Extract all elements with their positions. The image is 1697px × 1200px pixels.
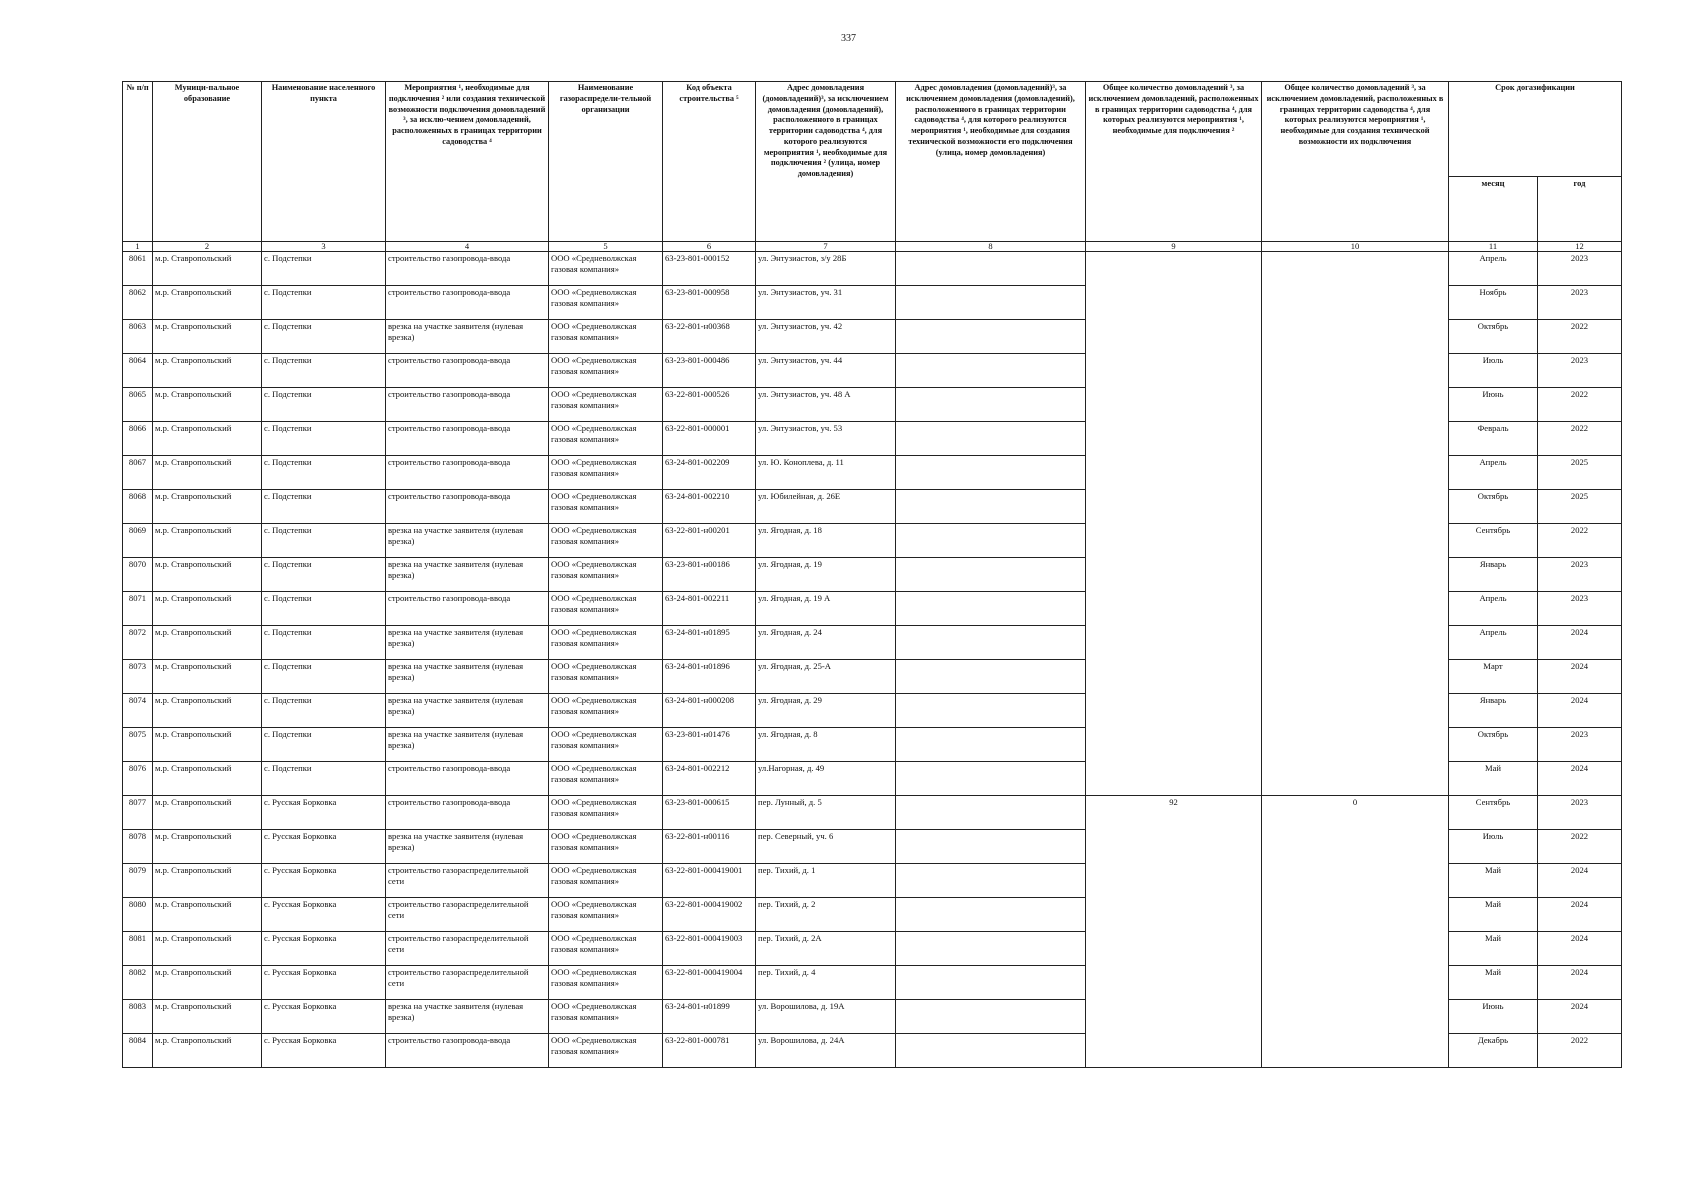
measure-cell: врезка на участке заявителя (нулевая врезка): [386, 626, 549, 660]
column-number: 11: [1449, 242, 1538, 252]
object-code-cell: 63-22-801-н00368: [663, 320, 756, 354]
object-code-cell: 63-22-801-000419003: [663, 932, 756, 966]
measure-cell: строительство газораспределительной сети: [386, 932, 549, 966]
row-number: 8081: [123, 932, 153, 966]
settlement-cell: с. Русская Борковка: [262, 932, 386, 966]
year-cell: 2023: [1538, 286, 1622, 320]
row-number: 8070: [123, 558, 153, 592]
object-code-cell: 63-22-801-000526: [663, 388, 756, 422]
row-number: 8061: [123, 252, 153, 286]
month-cell: Июль: [1449, 830, 1538, 864]
settlement-cell: с. Подстепки: [262, 422, 386, 456]
row-number: 8075: [123, 728, 153, 762]
month-cell: Июнь: [1449, 388, 1538, 422]
technical-address-cell: [896, 762, 1086, 796]
technical-address-cell: [896, 966, 1086, 1000]
address-cell: ул. Ягодная, д. 25-А: [756, 660, 896, 694]
header-num: № п/п: [123, 82, 153, 242]
technical-address-cell: [896, 864, 1086, 898]
year-cell: 2022: [1538, 524, 1622, 558]
row-number: 8078: [123, 830, 153, 864]
table-body: [123, 252, 1622, 1068]
address-cell: ул. Ягодная, д. 8: [756, 728, 896, 762]
municipality-cell: м.р. Ставропольский: [153, 388, 262, 422]
year-cell: 2025: [1538, 456, 1622, 490]
measure-cell: врезка на участке заявителя (нулевая врезка): [386, 1000, 549, 1034]
column-number: 7: [756, 242, 896, 252]
technical-address-cell: [896, 898, 1086, 932]
measure-cell: врезка на участке заявителя (нулевая врезка): [386, 320, 549, 354]
column-number: 3: [262, 242, 386, 252]
measure-cell: врезка на участке заявителя (нулевая врезка): [386, 524, 549, 558]
column-number: 6: [663, 242, 756, 252]
month-cell: Октябрь: [1449, 490, 1538, 524]
object-code-cell: 63-23-801-000615: [663, 796, 756, 830]
year-cell: 2023: [1538, 354, 1622, 388]
technical-address-cell: [896, 694, 1086, 728]
address-cell: пер. Тихий, д. 2А: [756, 932, 896, 966]
row-number: 8073: [123, 660, 153, 694]
address-cell: ул. Энтузиастов, уч. 44: [756, 354, 896, 388]
measure-cell: строительство газопровода-ввода: [386, 456, 549, 490]
organization-cell: ООО «Средневолжская газовая компания»: [549, 966, 663, 1000]
year-cell: 2023: [1538, 252, 1622, 286]
gasification-register-table: [122, 81, 1622, 1068]
settlement-cell: с. Русская Борковка: [262, 966, 386, 1000]
row-number: 8076: [123, 762, 153, 796]
technical-address-cell: [896, 286, 1086, 320]
technical-address-cell: [896, 830, 1086, 864]
object-code-cell: 63-24-801-н000208: [663, 694, 756, 728]
header-month: месяц: [1449, 177, 1538, 242]
organization-cell: ООО «Средневолжская газовая компания»: [549, 932, 663, 966]
settlement-cell: с. Русская Борковка: [262, 898, 386, 932]
year-cell: 2023: [1538, 728, 1622, 762]
row-number: 8072: [123, 626, 153, 660]
header-organization: Наименование газораспредели-тельной организации: [549, 82, 663, 242]
technical-address-cell: [896, 422, 1086, 456]
row-number: 8062: [123, 286, 153, 320]
object-code-cell: 63-22-801-000419004: [663, 966, 756, 1000]
measure-cell: строительство газопровода-ввода: [386, 762, 549, 796]
measure-cell: строительство газораспределительной сети: [386, 966, 549, 1000]
object-code-cell: 63-22-801-000781: [663, 1034, 756, 1068]
year-cell: 2024: [1538, 898, 1622, 932]
month-cell: Апрель: [1449, 456, 1538, 490]
settlement-cell: с. Подстепки: [262, 728, 386, 762]
column-number: 9: [1086, 242, 1262, 252]
month-cell: Октябрь: [1449, 728, 1538, 762]
address-cell: ул. Ягодная, д. 18: [756, 524, 896, 558]
organization-cell: ООО «Средневолжская газовая компания»: [549, 864, 663, 898]
measure-cell: строительство газораспределительной сети: [386, 864, 549, 898]
measure-cell: врезка на участке заявителя (нулевая врезка): [386, 660, 549, 694]
table-row: [123, 796, 1622, 830]
technical-address-cell: [896, 252, 1086, 286]
measure-cell: строительство газопровода-ввода: [386, 490, 549, 524]
measure-cell: строительство газопровода-ввода: [386, 388, 549, 422]
object-code-cell: 63-24-801-002210: [663, 490, 756, 524]
month-cell: Октябрь: [1449, 320, 1538, 354]
row-number: 8080: [123, 898, 153, 932]
object-code-cell: 63-22-801-000419002: [663, 898, 756, 932]
settlement-cell: с. Подстепки: [262, 592, 386, 626]
row-number: 8063: [123, 320, 153, 354]
municipality-cell: м.р. Ставропольский: [153, 422, 262, 456]
municipality-cell: м.р. Ставропольский: [153, 286, 262, 320]
address-cell: ул. Энтузиастов, уч. 48 А: [756, 388, 896, 422]
municipality-cell: м.р. Ставропольский: [153, 1000, 262, 1034]
column-number: 10: [1262, 242, 1449, 252]
organization-cell: ООО «Средневолжская газовая компания»: [549, 660, 663, 694]
municipality-cell: м.р. Ставропольский: [153, 592, 262, 626]
technical-count-cell: [1262, 252, 1449, 796]
organization-cell: ООО «Средневолжская газовая компания»: [549, 1034, 663, 1068]
municipality-cell: м.р. Ставропольский: [153, 490, 262, 524]
organization-cell: ООО «Средневолжская газовая компания»: [549, 456, 663, 490]
month-cell: Май: [1449, 966, 1538, 1000]
month-cell: Декабрь: [1449, 1034, 1538, 1068]
page-number: 337: [841, 33, 856, 44]
technical-address-cell: [896, 388, 1086, 422]
row-number: 8079: [123, 864, 153, 898]
measure-cell: строительство газопровода-ввода: [386, 592, 549, 626]
month-cell: Июнь: [1449, 1000, 1538, 1034]
organization-cell: ООО «Средневолжская газовая компания»: [549, 592, 663, 626]
address-cell: пер. Тихий, д. 4: [756, 966, 896, 1000]
settlement-cell: с. Подстепки: [262, 320, 386, 354]
object-code-cell: 63-23-801-000958: [663, 286, 756, 320]
row-number: 8066: [123, 422, 153, 456]
settlement-cell: с. Подстепки: [262, 762, 386, 796]
municipality-cell: м.р. Ставропольский: [153, 252, 262, 286]
address-cell: ул. Энтузиастов, уч. 53: [756, 422, 896, 456]
object-code-cell: 63-24-801-н01896: [663, 660, 756, 694]
object-code-cell: 63-22-801-000001: [663, 422, 756, 456]
month-cell: Май: [1449, 898, 1538, 932]
organization-cell: ООО «Средневолжская газовая компания»: [549, 490, 663, 524]
year-cell: 2024: [1538, 932, 1622, 966]
technical-address-cell: [896, 354, 1086, 388]
object-code-cell: 63-22-801-н00201: [663, 524, 756, 558]
technical-address-cell: [896, 626, 1086, 660]
technical-address-cell: [896, 1000, 1086, 1034]
settlement-cell: с. Русская Борковка: [262, 1034, 386, 1068]
technical-address-cell: [896, 524, 1086, 558]
settlement-cell: с. Русская Борковка: [262, 1000, 386, 1034]
settlement-cell: с. Подстепки: [262, 694, 386, 728]
row-number: 8084: [123, 1034, 153, 1068]
column-numbers-row: [123, 242, 1622, 252]
technical-count-cell: 0: [1262, 796, 1449, 1068]
settlement-cell: с. Подстепки: [262, 558, 386, 592]
object-code-cell: 63-22-801-000419001: [663, 864, 756, 898]
year-cell: 2022: [1538, 388, 1622, 422]
organization-cell: ООО «Средневолжская газовая компания»: [549, 286, 663, 320]
month-cell: Сентябрь: [1449, 796, 1538, 830]
settlement-cell: с. Подстепки: [262, 490, 386, 524]
header-object-code: Код объекта строительства ⁵: [663, 82, 756, 242]
address-cell: ул. Юбилейная, д. 26Е: [756, 490, 896, 524]
row-number: 8067: [123, 456, 153, 490]
organization-cell: ООО «Средневолжская газовая компания»: [549, 728, 663, 762]
measure-cell: строительство газопровода-ввода: [386, 796, 549, 830]
technical-address-cell: [896, 592, 1086, 626]
technical-address-cell: [896, 1034, 1086, 1068]
row-number: 8083: [123, 1000, 153, 1034]
month-cell: Июль: [1449, 354, 1538, 388]
address-cell: пер. Тихий, д. 1: [756, 864, 896, 898]
settlement-cell: с. Подстепки: [262, 456, 386, 490]
year-cell: 2024: [1538, 660, 1622, 694]
year-cell: 2024: [1538, 626, 1622, 660]
column-number: 5: [549, 242, 663, 252]
measure-cell: врезка на участке заявителя (нулевая врезка): [386, 694, 549, 728]
month-cell: Январь: [1449, 558, 1538, 592]
technical-address-cell: [896, 728, 1086, 762]
measure-cell: строительство газопровода-ввода: [386, 422, 549, 456]
header-settlement: Наименование населенного пункта: [262, 82, 386, 242]
row-number: 8074: [123, 694, 153, 728]
municipality-cell: м.р. Ставропольский: [153, 626, 262, 660]
address-cell: ул. Энтузиастов, з/у 28Б: [756, 252, 896, 286]
technical-address-cell: [896, 490, 1086, 524]
organization-cell: ООО «Средневолжская газовая компания»: [549, 422, 663, 456]
organization-cell: ООО «Средневолжская газовая компания»: [549, 320, 663, 354]
address-cell: пер. Северный, уч. 6: [756, 830, 896, 864]
address-cell: ул. Энтузиастов, уч. 42: [756, 320, 896, 354]
address-cell: ул. Ворошилова, д. 19А: [756, 1000, 896, 1034]
row-number: 8064: [123, 354, 153, 388]
object-code-cell: 63-23-801-000152: [663, 252, 756, 286]
month-cell: Май: [1449, 864, 1538, 898]
month-cell: Февраль: [1449, 422, 1538, 456]
municipality-cell: м.р. Ставропольский: [153, 694, 262, 728]
technical-address-cell: [896, 456, 1086, 490]
address-cell: ул. Ягодная, д. 19: [756, 558, 896, 592]
header-year: год: [1538, 177, 1622, 242]
year-cell: 2023: [1538, 592, 1622, 626]
month-cell: Май: [1449, 932, 1538, 966]
municipality-cell: м.р. Ставропольский: [153, 660, 262, 694]
object-code-cell: 63-24-801-002209: [663, 456, 756, 490]
header-address-connection: Адрес домовладения (домовладений)³, за исключением домовладения (домовладений), расположенного в границах территории садоводства ⁴, для которого реализуются мероприятия ¹, необходимые для подключения ² (улица, номер домовладения): [756, 82, 896, 242]
year-cell: 2024: [1538, 864, 1622, 898]
settlement-cell: с. Русская Борковка: [262, 796, 386, 830]
row-number: 8071: [123, 592, 153, 626]
settlement-cell: с. Подстепки: [262, 660, 386, 694]
municipality-cell: м.р. Ставропольский: [153, 524, 262, 558]
object-code-cell: 63-24-801-002211: [663, 592, 756, 626]
municipality-cell: м.р. Ставропольский: [153, 558, 262, 592]
address-cell: ул. Ягодная, д. 29: [756, 694, 896, 728]
table-row: [123, 252, 1622, 286]
month-cell: Май: [1449, 762, 1538, 796]
row-number: 8068: [123, 490, 153, 524]
year-cell: 2025: [1538, 490, 1622, 524]
organization-cell: ООО «Средневолжская газовая компания»: [549, 558, 663, 592]
column-number: 12: [1538, 242, 1622, 252]
organization-cell: ООО «Средневолжская газовая компания»: [549, 388, 663, 422]
measure-cell: строительство газопровода-ввода: [386, 286, 549, 320]
organization-cell: ООО «Средневолжская газовая компания»: [549, 252, 663, 286]
year-cell: 2022: [1538, 830, 1622, 864]
technical-address-cell: [896, 320, 1086, 354]
organization-cell: ООО «Средневолжская газовая компания»: [549, 694, 663, 728]
organization-cell: ООО «Средневолжская газовая компания»: [549, 626, 663, 660]
table-header: [123, 82, 1622, 252]
month-cell: Сентябрь: [1449, 524, 1538, 558]
settlement-cell: с. Подстепки: [262, 252, 386, 286]
year-cell: 2024: [1538, 966, 1622, 1000]
object-code-cell: 63-24-801-н01899: [663, 1000, 756, 1034]
municipality-cell: м.р. Ставропольский: [153, 320, 262, 354]
organization-cell: ООО «Средневолжская газовая компания»: [549, 354, 663, 388]
object-code-cell: 63-23-801-000486: [663, 354, 756, 388]
year-cell: 2022: [1538, 422, 1622, 456]
technical-address-cell: [896, 660, 1086, 694]
connection-count-cell: 92: [1086, 796, 1262, 1068]
year-cell: 2024: [1538, 1000, 1622, 1034]
column-number: 4: [386, 242, 549, 252]
month-cell: Апрель: [1449, 592, 1538, 626]
municipality-cell: м.р. Ставропольский: [153, 728, 262, 762]
settlement-cell: с. Подстепки: [262, 626, 386, 660]
row-number: 8077: [123, 796, 153, 830]
organization-cell: ООО «Средневолжская газовая компания»: [549, 830, 663, 864]
address-cell: ул. Ягодная, д. 19 А: [756, 592, 896, 626]
object-code-cell: 63-22-801-н00116: [663, 830, 756, 864]
year-cell: 2024: [1538, 694, 1622, 728]
measure-cell: строительство газораспределительной сети: [386, 898, 549, 932]
object-code-cell: 63-23-801-н00186: [663, 558, 756, 592]
month-cell: Март: [1449, 660, 1538, 694]
settlement-cell: с. Подстепки: [262, 286, 386, 320]
measure-cell: строительство газопровода-ввода: [386, 354, 549, 388]
organization-cell: ООО «Средневолжская газовая компания»: [549, 1000, 663, 1034]
address-cell: пер. Лунный, д. 5: [756, 796, 896, 830]
address-cell: ул. Ягодная, д. 24: [756, 626, 896, 660]
organization-cell: ООО «Средневолжская газовая компания»: [549, 762, 663, 796]
municipality-cell: м.р. Ставропольский: [153, 898, 262, 932]
municipality-cell: м.р. Ставропольский: [153, 796, 262, 830]
connection-count-cell: [1086, 252, 1262, 796]
month-cell: Ноябрь: [1449, 286, 1538, 320]
year-cell: 2024: [1538, 762, 1622, 796]
row-number: 8082: [123, 966, 153, 1000]
municipality-cell: м.р. Ставропольский: [153, 932, 262, 966]
measure-cell: врезка на участке заявителя (нулевая врезка): [386, 728, 549, 762]
object-code-cell: 63-23-801-н01476: [663, 728, 756, 762]
settlement-cell: с. Русская Борковка: [262, 864, 386, 898]
header-count-technical: Общее количество домовладений ³, за исключением домовладений, расположенных в границах территории садоводства ⁴, для которых реализуются мероприятия ¹, необходимые для создания технической возможности их подключения: [1262, 82, 1449, 242]
technical-address-cell: [896, 932, 1086, 966]
address-cell: ул.Нагорная, д. 49: [756, 762, 896, 796]
year-cell: 2023: [1538, 558, 1622, 592]
month-cell: Январь: [1449, 694, 1538, 728]
settlement-cell: с. Подстепки: [262, 354, 386, 388]
address-cell: ул. Ворошилова, д. 24А: [756, 1034, 896, 1068]
object-code-cell: 63-24-801-н01895: [663, 626, 756, 660]
municipality-cell: м.р. Ставропольский: [153, 762, 262, 796]
address-cell: пер. Тихий, д. 2: [756, 898, 896, 932]
year-cell: 2022: [1538, 320, 1622, 354]
municipality-cell: м.р. Ставропольский: [153, 456, 262, 490]
row-number: 8065: [123, 388, 153, 422]
column-number: 2: [153, 242, 262, 252]
settlement-cell: с. Подстепки: [262, 388, 386, 422]
month-cell: Апрель: [1449, 626, 1538, 660]
settlement-cell: с. Подстепки: [262, 524, 386, 558]
organization-cell: ООО «Средневолжская газовая компания»: [549, 898, 663, 932]
measure-cell: врезка на участке заявителя (нулевая врезка): [386, 830, 549, 864]
year-cell: 2022: [1538, 1034, 1622, 1068]
column-number: 8: [896, 242, 1086, 252]
object-code-cell: 63-24-801-002212: [663, 762, 756, 796]
address-cell: ул. Ю. Коноплева, д. 11: [756, 456, 896, 490]
technical-address-cell: [896, 558, 1086, 592]
header-address-technical: Адрес домовладения (домовладений)³, за исключением домовладения (домовладений), расположенного в границах территории садоводства ⁴, для которого реализуются мероприятия ¹, необходимые для создания технической возможности его подключения (улица, номер домовладения): [896, 82, 1086, 242]
measure-cell: врезка на участке заявителя (нулевая врезка): [386, 558, 549, 592]
month-cell: Апрель: [1449, 252, 1538, 286]
address-cell: ул. Энтузиастов, уч. 31: [756, 286, 896, 320]
column-number: 1: [123, 242, 153, 252]
municipality-cell: м.р. Ставропольский: [153, 1034, 262, 1068]
measure-cell: строительство газопровода-ввода: [386, 252, 549, 286]
row-number: 8069: [123, 524, 153, 558]
header-deadline: Срок догазификации: [1449, 82, 1622, 177]
municipality-cell: м.р. Ставропольский: [153, 966, 262, 1000]
municipality-cell: м.р. Ставропольский: [153, 830, 262, 864]
header-measures: Мероприятия ¹, необходимые для подключения ² или создания технической возможности подключения домовладений ³, за исклю-чением домовладений, расположенных в границах территории садоводства ⁴: [386, 82, 549, 242]
header-municipality: Муници-пальное образование: [153, 82, 262, 242]
municipality-cell: м.р. Ставропольский: [153, 864, 262, 898]
technical-address-cell: [896, 796, 1086, 830]
organization-cell: ООО «Средневолжская газовая компания»: [549, 524, 663, 558]
settlement-cell: с. Русская Борковка: [262, 830, 386, 864]
measure-cell: строительство газопровода-ввода: [386, 1034, 549, 1068]
municipality-cell: м.р. Ставропольский: [153, 354, 262, 388]
year-cell: 2023: [1538, 796, 1622, 830]
header-count-connection: Общее количество домовладений ³, за исключением домовладений, расположенных в границах территории садоводства ⁴, для которых реализуются мероприятия ¹, необходимые для подключения ²: [1086, 82, 1262, 242]
organization-cell: ООО «Средневолжская газовая компания»: [549, 796, 663, 830]
